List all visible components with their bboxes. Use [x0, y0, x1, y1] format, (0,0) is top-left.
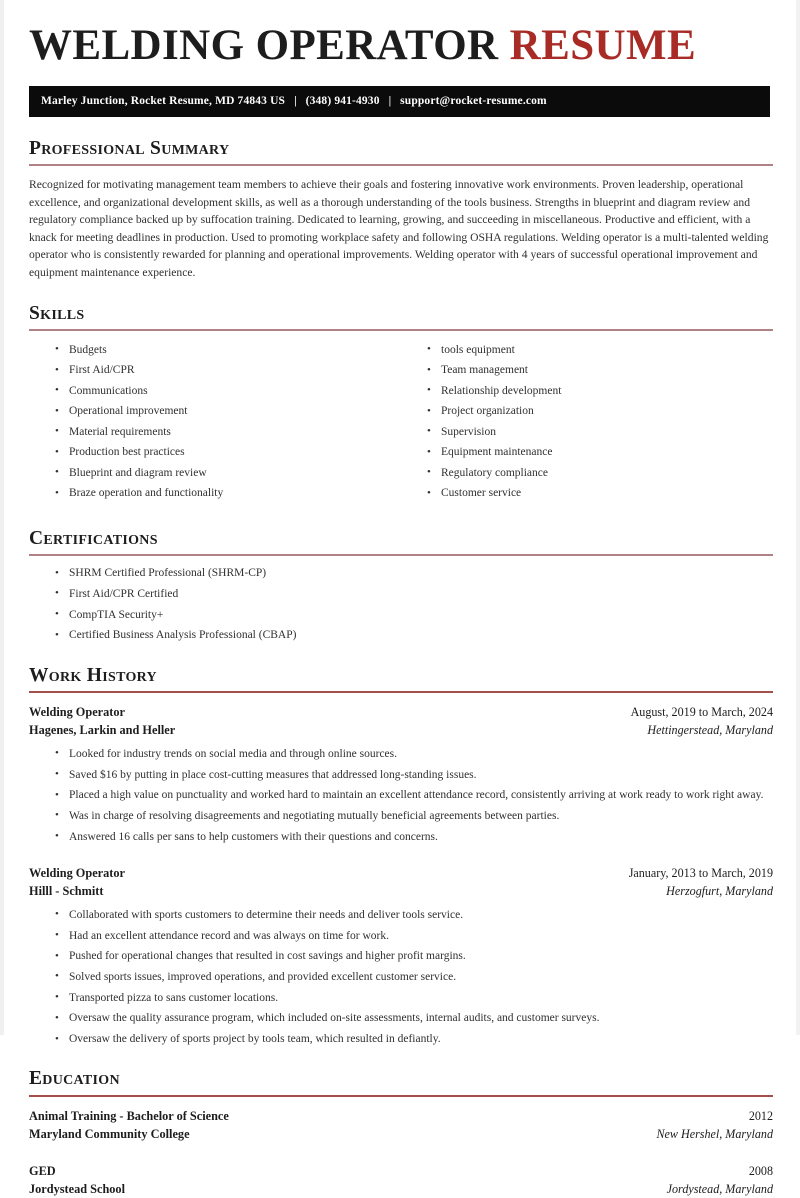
contact-address: Marley Junction, Rocket Resume, MD 74843 US — [41, 95, 286, 108]
job-company: Hagenes, Larkin and Heller — [29, 722, 176, 737]
contact-email[interactable]: support@rocket-resume.com — [400, 95, 547, 108]
list-item: • First Aid/CPR — [55, 363, 401, 378]
education-school-row — [29, 1125, 773, 1143]
job-dates: January, 2013 to March, 2019 — [628, 865, 773, 880]
list-item: • First Aid/CPR Certified — [55, 587, 773, 602]
job-company-row — [29, 882, 773, 900]
job-company: Hilll - Schmitt — [29, 883, 104, 898]
education-degree: GED — [29, 1163, 56, 1178]
list-item: • Solved sports issues, improved operations, and provided excellent customer service. — [55, 970, 773, 985]
list-item: • Budgets — [55, 343, 401, 358]
list-item: • CompTIA Security+ — [55, 608, 773, 623]
education-school: Maryland Community College — [29, 1126, 190, 1141]
section-education — [29, 1067, 773, 1197]
section-certifications — [29, 527, 773, 644]
skills-list-right — [401, 343, 773, 502]
list-item: • Production best practices — [55, 445, 401, 460]
list-item: • Oversaw the delivery of sports project by tools team, which resulted in defiantly. — [55, 1032, 773, 1047]
job-company-row — [29, 721, 773, 739]
job-title: Welding Operator — [29, 865, 125, 880]
list-item: • Braze operation and functionality — [55, 486, 401, 501]
job-dates: August, 2019 to March, 2024 — [630, 704, 773, 719]
job-title-row — [29, 703, 773, 721]
list-item: • Equipment maintenance — [427, 445, 773, 460]
list-item: • Material requirements — [55, 425, 401, 440]
list-item: • Answered 16 calls per sans to help customers with their questions and concerns. — [55, 830, 773, 845]
education-year: 2008 — [748, 1163, 773, 1178]
section-divider-certifications — [29, 554, 773, 556]
education-year: 2012 — [748, 1108, 773, 1123]
skills-grid — [29, 341, 773, 507]
section-professional-summary — [29, 137, 773, 282]
list-item: • Transported pizza to sans customer locations. — [55, 991, 773, 1006]
list-item: • Regulatory compliance — [427, 466, 773, 481]
list-item: • Pushed for operational changes that resulted in cost savings and higher profit margins. — [55, 949, 773, 964]
contact-phone[interactable]: (348) 941-4930 — [305, 95, 380, 108]
education-degree-row — [29, 1107, 773, 1125]
job-location: Herzogfurt, Maryland — [666, 883, 773, 898]
professional-summary-text: Recognized for motivating management team members to achieve their goals and fostering innovative work environments. Proven leadership, operational excellence, and organizational development skills, as well as a thorough understanding of the tools business. Strengths in blueprint and diagram review and regulatory compliance backed up by suffocation training. Dedicated to learning, growing, and succeeding in miscellaneous. Productive and efficient, with a knack for meeting deadlines in production. Used to promoting workplace safety and following OSHA regulations. Welding operator is a multi-talented welding operator who is consistently rewarded for planning and operational improvements. Welding operator with 4 years of successful operational improvement and equipment maintenance experience. — [29, 177, 769, 279]
section-heading-skills: Skills — [29, 302, 85, 324]
section-divider-education — [29, 1095, 773, 1097]
job-bullets — [29, 747, 773, 845]
education-entry — [29, 1107, 773, 1143]
contact-separator-2: | — [388, 95, 392, 108]
certifications-list — [29, 566, 773, 643]
education-degree: Animal Training - Bachelor of Science — [29, 1108, 229, 1123]
section-heading-education: Education — [29, 1068, 120, 1090]
job-title: Welding Operator — [29, 704, 125, 719]
section-work-history — [29, 664, 773, 1048]
section-divider-work-history — [29, 691, 773, 693]
contact-separator-1: | — [294, 95, 297, 108]
list-item: • Project organization — [427, 404, 773, 419]
list-item: • Customer service — [427, 486, 773, 501]
skills-column-left — [29, 341, 401, 507]
page-title — [29, 0, 773, 69]
list-item: • Supervision — [427, 425, 773, 440]
section-heading-certifications: Certifications — [29, 527, 158, 549]
list-item: • Looked for industry trends on social media and through online sources. — [55, 747, 773, 762]
list-item: • tools equipment — [427, 343, 773, 358]
education-entry — [29, 1162, 773, 1198]
job-location: Hettingerstead, Maryland — [647, 722, 773, 737]
resume-title-main: WELDING OPERATOR — [29, 22, 499, 69]
job-bullets — [29, 908, 773, 1047]
contact-bar — [29, 86, 770, 117]
list-item: • Placed a high value on punctuality and worked hard to maintain an excellent attendance record, consistently arriving at work ready to work right away. — [55, 788, 773, 803]
list-item: • Oversaw the quality assurance program, which included on-site assessments, internal audits, and customer surveys. — [55, 1011, 773, 1026]
education-school: Jordystead School — [29, 1181, 125, 1196]
list-item: • Communications — [55, 384, 401, 399]
section-skills — [29, 302, 773, 507]
education-location: Jordystead, Maryland — [666, 1181, 773, 1196]
list-item: • Team management — [427, 363, 773, 378]
job-title-row — [29, 864, 773, 882]
education-school-row — [29, 1180, 773, 1198]
work-history-entry — [29, 703, 773, 845]
work-history-entry — [29, 864, 773, 1047]
education-location: New Hershel, Maryland — [656, 1126, 773, 1141]
list-item: • Collaborated with sports customers to determine their needs and deliver tools service. — [55, 908, 773, 923]
resume-title-accent: RESUME — [509, 22, 697, 69]
list-item: • SHRM Certified Professional (SHRM-CP) — [55, 566, 773, 581]
list-item: • Had an excellent attendance record and was always on time for work. — [55, 929, 773, 944]
list-item: • Operational improvement — [55, 404, 401, 419]
section-divider-skills — [29, 329, 773, 331]
section-heading-work-history: Work History — [29, 664, 157, 686]
section-divider-professional-summary — [29, 164, 773, 166]
list-item: • Relationship development — [427, 384, 773, 399]
skills-list-left — [29, 343, 401, 502]
section-heading-professional-summary: Professional Summary — [29, 137, 230, 159]
list-item: • Was in charge of resolving disagreements and negotiating mutually beneficial agreements between parties. — [55, 809, 773, 824]
list-item: • Certified Business Analysis Professional (CBAP) — [55, 628, 773, 643]
skills-column-right — [401, 341, 773, 507]
list-item: • Saved $16 by putting in place cost-cutting measures that addressed long-standing issues. — [55, 768, 773, 783]
education-degree-row — [29, 1162, 773, 1180]
list-item: • Blueprint and diagram review — [55, 466, 401, 481]
